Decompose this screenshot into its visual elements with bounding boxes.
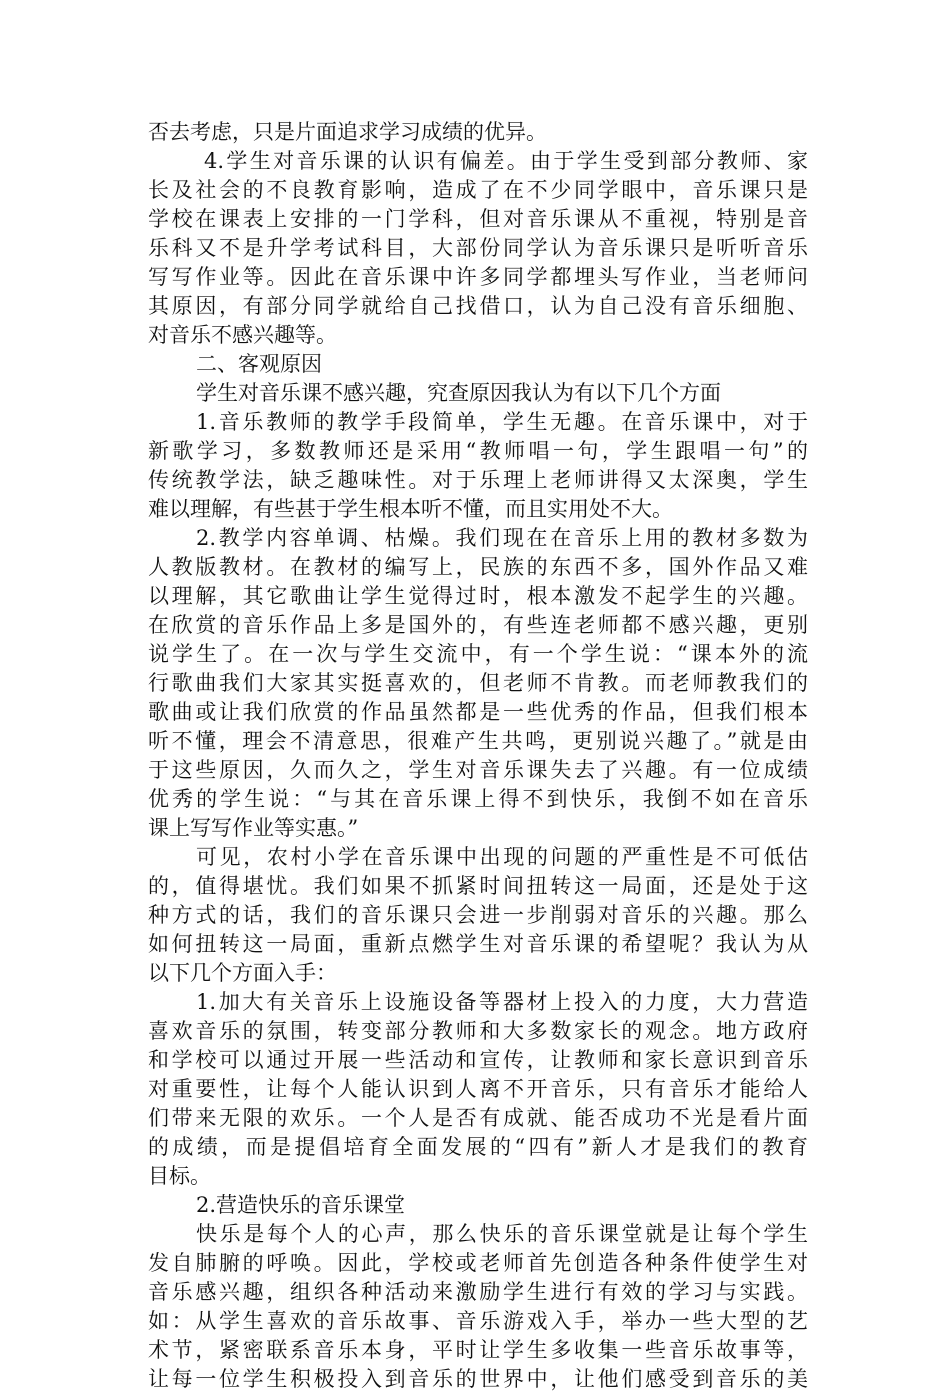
text-line: 说学生了。在一次与学生交流中，有一个学生说：“课本外的流 xyxy=(148,642,808,666)
text-line: 长及社会的不良教育影响，造成了在不少同学眼中，音乐课只是 xyxy=(148,178,808,202)
text-line: 如：从学生喜欢的音乐故事、音乐游戏入手，举办一些大型的艺 xyxy=(148,1309,808,1333)
text-line: 术节，紧密联系音乐本身，平时让学生多收集一些音乐故事等， xyxy=(148,1338,808,1362)
text-line: 人教版教材。在教材的编写上，民族的东西不多，国外作品又难 xyxy=(148,555,808,579)
text-line: 在欣赏的音乐作品上多是国外的，有些连老师都不感兴趣，更别 xyxy=(148,613,808,637)
text-line: 以理解，其它歌曲让学生觉得过时，根本激发不起学生的兴趣。 xyxy=(148,584,808,608)
text-line: 发自肺腑的呼唤。因此，学校或老师首先创造各种条件使学生对 xyxy=(148,1251,808,1275)
text-line: 难以理解，有些甚于学生根本听不懂，而且实用处不大。 xyxy=(148,497,673,521)
text-line: 对音乐不感兴趣等。 xyxy=(148,323,337,347)
text-line: 们带来无限的欢乐。一个人是否有成就、能否成功不光是看片面 xyxy=(148,1106,808,1130)
text-line: 二、客观原因 xyxy=(196,352,322,376)
text-line: 否去考虑，只是片面追求学习成绩的优异。 xyxy=(148,120,547,144)
text-line: 喜欢音乐的氛围，转变部分教师和大多数家长的观念。地方政府 xyxy=(148,1019,808,1043)
text-line: 优秀的学生说：“与其在音乐课上得不到快乐，我倒不如在音乐 xyxy=(148,787,808,811)
text-line: 对重要性，让每个人能认识到人离不开音乐，只有音乐才能给人 xyxy=(148,1077,808,1101)
text-line: 乐科又不是升学考试科目，大部份同学认为音乐课只是听听音乐 xyxy=(148,236,808,260)
text-line: 听不懂，理会不清意思，很难产生共鸣，更别说兴趣了。”就是由 xyxy=(148,729,808,753)
text-line: 以下几个方面入手： xyxy=(148,961,337,985)
text-line: 新歌学习，多数教师还是采用“教师唱一句，学生跟唱一句”的 xyxy=(148,439,808,463)
text-line: 的成绩，而是提倡培育全面发展的“四有”新人才是我们的教育 xyxy=(148,1135,808,1159)
text-line: 4.学生对音乐课的认识有偏差。由于学生受到部分教师、家 xyxy=(204,149,808,173)
document-body xyxy=(148,118,808,1394)
text-line: 1.音乐教师的教学手段简单，学生无趣。在音乐课中，对于 xyxy=(196,410,808,434)
text-line: 可见，农村小学在音乐课中出现的问题的严重性是不可低估 xyxy=(196,845,808,869)
text-line: 目标。 xyxy=(148,1164,211,1188)
text-line: 歌曲或让我们欣赏的作品虽然都是一些优秀的作品，但我们根本 xyxy=(148,700,808,724)
text-line: 学生对音乐课不感兴趣，究查原因我认为有以下几个方面 xyxy=(196,381,721,405)
text-line: 种方式的话，我们的音乐课只会进一步削弱对音乐的兴趣。那么 xyxy=(148,903,808,927)
text-line: 行歌曲我们大家其实挺喜欢的，但老师不肯教。而老师教我们的 xyxy=(148,671,808,695)
text-line: 学校在课表上安排的一门学科，但对音乐课从不重视，特别是音 xyxy=(148,207,808,231)
text-line: 其原因，有部分同学就给自己找借口，认为自己没有音乐细胞、 xyxy=(148,294,808,318)
text-line: 于这些原因，久而久之，学生对音乐课失去了兴趣。有一位成绩 xyxy=(148,758,808,782)
text-line: 让每一位学生积极投入到音乐的世界中，让他们感受到音乐的美 xyxy=(148,1367,808,1391)
text-line: 1.加大有关音乐上设施设备等器材上投入的力度，大力营造 xyxy=(196,990,808,1014)
text-line: 2.营造快乐的音乐课堂 xyxy=(196,1193,406,1217)
text-line: 写写作业等。因此在音乐课中许多同学都埋头写作业，当老师问 xyxy=(148,265,808,289)
text-line: 和学校可以通过开展一些活动和宣传，让教师和家长意识到音乐 xyxy=(148,1048,808,1072)
text-line: 如何扭转这一局面，重新点燃学生对音乐课的希望呢？我认为从 xyxy=(148,932,808,956)
text-line: 音乐感兴趣，组织各种活动来激励学生进行有效的学习与实践。 xyxy=(148,1280,808,1304)
text-line: 快乐是每个人的心声，那么快乐的音乐课堂就是让每个学生 xyxy=(196,1222,808,1246)
text-line: 2.教学内容单调、枯燥。我们现在在音乐上用的教材多数为 xyxy=(196,526,808,550)
text-line: 传统教学法，缺乏趣味性。对于乐理上老师讲得又太深奥，学生 xyxy=(148,468,808,492)
text-line: 的，值得堪忧。我们如果不抓紧时间扭转这一局面，还是处于这 xyxy=(148,874,808,898)
text-line: 课上写写作业等实惠。” xyxy=(148,816,359,840)
